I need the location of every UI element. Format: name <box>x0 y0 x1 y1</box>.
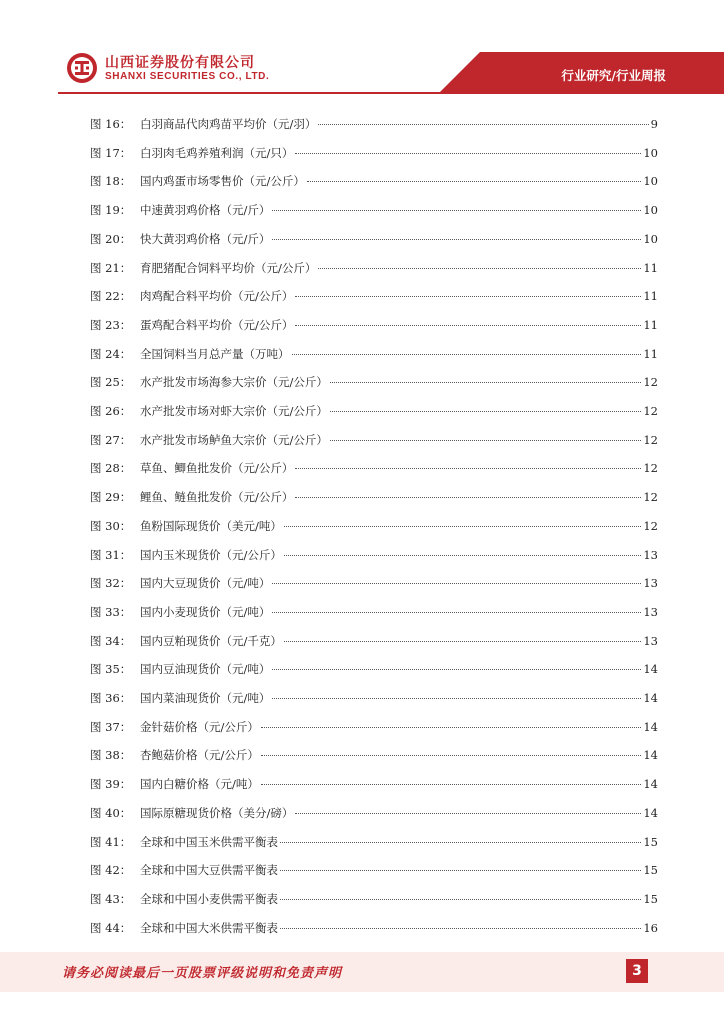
figure-page-number: 14 <box>643 805 658 820</box>
toc-entry[interactable] <box>90 143 658 163</box>
figure-title: 育肥猪配合饲料平均价（元/公斤） <box>140 260 317 275</box>
figure-title: 全球和中国玉米供需平衡表 <box>140 834 278 849</box>
figure-number: 图 39： <box>90 777 132 792</box>
figure-title: 草鱼、鲫鱼批发价（元/公斤） <box>140 461 294 476</box>
figure-title: 杏鲍菇价格（元/公斤） <box>140 748 259 763</box>
figure-page-number: 14 <box>643 777 658 792</box>
page-number: 3 <box>626 959 648 983</box>
figure-title: 全国饲料当月总产量（万吨） <box>140 346 290 361</box>
figure-page-number: 14 <box>643 748 658 763</box>
figure-number: 图 19： <box>90 203 132 218</box>
figure-page-number: 10 <box>643 231 658 246</box>
dot-leader <box>272 686 641 699</box>
figure-page-number: 11 <box>643 346 658 361</box>
dot-leader <box>318 112 648 125</box>
figure-title: 快大黄羽鸡价格（元/斤） <box>140 231 271 246</box>
company-name-en: SHANXI SECURITIES CO., LTD. <box>105 71 270 82</box>
figure-title: 国内鸡蛋市场零售价（元/公斤） <box>140 174 305 189</box>
figure-page-number: 11 <box>643 317 658 332</box>
dot-leader <box>295 284 641 297</box>
figure-page-number: 15 <box>643 834 658 849</box>
toc-entry[interactable] <box>90 258 658 278</box>
figure-number: 图 38： <box>90 748 132 763</box>
toc-entry[interactable] <box>90 918 658 938</box>
toc-entry[interactable] <box>90 401 658 421</box>
figure-number: 图 32： <box>90 576 132 591</box>
figure-number: 图 18： <box>90 174 132 189</box>
toc-entry[interactable] <box>90 114 658 134</box>
figure-page-number: 14 <box>643 691 658 705</box>
figure-number: 图 26： <box>90 404 132 418</box>
dot-leader <box>272 657 641 670</box>
figure-number: 图 20： <box>90 231 132 246</box>
figure-title: 蛋鸡配合料平均价（元/公斤） <box>140 317 294 332</box>
figure-page-number: 12 <box>643 461 658 476</box>
toc-entry[interactable] <box>90 200 658 220</box>
dot-leader <box>330 370 641 383</box>
toc-entry[interactable] <box>90 372 658 392</box>
figure-number: 图 25： <box>90 375 132 390</box>
figure-number: 图 41： <box>90 834 132 849</box>
figure-title: 中速黄羽鸡价格（元/斤） <box>140 203 271 218</box>
dot-leader <box>330 428 641 441</box>
figure-title: 国内豆油现货价（元/吨） <box>140 662 271 677</box>
toc-entry[interactable] <box>90 688 658 708</box>
figure-number: 图 27： <box>90 432 132 447</box>
figure-page-number: 14 <box>643 662 658 677</box>
dot-leader <box>284 543 641 556</box>
figure-page-number: 12 <box>643 490 658 505</box>
toc-entry[interactable] <box>90 631 658 651</box>
figure-title: 国内大豆现货价（元/吨） <box>140 576 271 591</box>
figure-page-number: 16 <box>643 920 658 935</box>
figure-title: 全球和中国大豆供需平衡表 <box>140 863 278 878</box>
figure-title: 水产批发市场海参大宗价（元/公斤） <box>140 375 328 390</box>
toc-entry[interactable] <box>90 745 658 765</box>
dot-leader <box>280 916 641 929</box>
figure-page-number: 13 <box>643 633 658 648</box>
figure-page-number: 13 <box>643 576 658 591</box>
dot-leader <box>272 600 641 613</box>
dot-leader <box>284 514 641 527</box>
figure-page-number: 10 <box>643 145 658 160</box>
figure-title: 肉鸡配合料平均价（元/公斤） <box>140 289 294 304</box>
figure-number: 图 23： <box>90 317 132 332</box>
figure-number: 图 33： <box>90 604 132 619</box>
figure-title: 白羽肉毛鸡养殖利润（元/只） <box>140 145 294 160</box>
figure-page-number: 15 <box>643 863 658 878</box>
page-header <box>0 0 724 96</box>
toc-entry[interactable] <box>90 803 658 823</box>
figure-number: 图 42： <box>90 863 132 878</box>
dot-leader <box>261 743 641 756</box>
figure-number: 图 30： <box>90 518 132 533</box>
figure-page-number: 12 <box>643 432 658 447</box>
figure-number: 图 34： <box>90 633 132 648</box>
dot-leader <box>295 313 641 326</box>
figure-title: 水产批发市场鲈鱼大宗价（元/公斤） <box>140 432 328 447</box>
toc-entry[interactable] <box>90 516 658 536</box>
shanxi-securities-logo-icon <box>66 52 98 84</box>
dot-leader <box>280 858 641 871</box>
figure-title: 国内小麦现货价（元/吨） <box>140 604 271 619</box>
figure-title: 鲤鱼、鲢鱼批发价（元/公斤） <box>140 490 294 505</box>
dot-leader <box>295 485 641 498</box>
dot-leader <box>295 801 641 814</box>
figure-title: 白羽商品代肉鸡苗平均价（元/羽） <box>140 117 317 131</box>
figure-title: 国际原糖现货价格（美分/磅） <box>140 805 294 820</box>
figure-title: 国内菜油现货价（元/吨） <box>140 691 271 705</box>
toc-entry[interactable] <box>90 573 658 593</box>
figure-title: 水产批发市场对虾大宗价（元/公斤） <box>140 404 328 418</box>
figure-number: 图 29： <box>90 490 132 505</box>
figure-title: 国内豆粕现货价（元/千克） <box>140 633 282 648</box>
header-divider <box>58 92 724 94</box>
figure-title: 金针菇价格（元/公斤） <box>140 719 259 734</box>
figure-page-number: 10 <box>643 203 658 218</box>
figure-title: 全球和中国小麦供需平衡表 <box>140 891 278 906</box>
dot-leader <box>261 715 641 728</box>
figure-page-number: 15 <box>643 891 658 906</box>
figure-number: 图 43： <box>90 891 132 906</box>
toc-entry[interactable] <box>90 717 658 737</box>
toc-entry[interactable] <box>90 487 658 507</box>
dot-leader <box>280 887 641 900</box>
figure-title: 全球和中国大米供需平衡表 <box>140 920 278 935</box>
figure-page-number: 12 <box>643 404 658 418</box>
dot-leader <box>261 772 641 785</box>
dot-leader <box>292 342 642 355</box>
toc-entry[interactable] <box>90 545 658 565</box>
figure-number: 图 16： <box>90 117 132 131</box>
dot-leader <box>272 571 641 584</box>
toc-entry[interactable] <box>90 889 658 909</box>
figure-page-number: 10 <box>643 174 658 189</box>
company-name-cn: 山西证券股份有限公司 <box>105 55 255 71</box>
dot-leader <box>318 256 641 269</box>
toc-entry[interactable] <box>90 315 658 335</box>
figure-number: 图 31： <box>90 547 132 562</box>
dot-leader <box>284 629 641 642</box>
toc-entry[interactable] <box>90 659 658 679</box>
figure-page-number: 11 <box>643 260 658 275</box>
toc-entry[interactable] <box>90 602 658 622</box>
dot-leader <box>272 198 641 211</box>
figure-page-number: 12 <box>643 375 658 390</box>
figure-number: 图 24： <box>90 346 132 361</box>
toc-entry[interactable] <box>90 860 658 880</box>
dot-leader <box>272 227 641 240</box>
dot-leader <box>330 399 641 412</box>
figure-page-number: 9 <box>650 117 658 131</box>
toc-entry[interactable] <box>90 774 658 794</box>
figure-number: 图 35： <box>90 662 132 677</box>
figure-title: 鱼粉国际现货价（美元/吨） <box>140 518 282 533</box>
figure-title: 国内白糖价格（元/吨） <box>140 777 259 792</box>
figure-number: 图 28： <box>90 461 132 476</box>
figure-page-number: 11 <box>643 289 658 304</box>
toc-entry[interactable] <box>90 458 658 478</box>
figure-number: 图 44： <box>90 920 132 935</box>
figure-number: 图 22： <box>90 289 132 304</box>
toc-entry[interactable] <box>90 344 658 364</box>
report-category-tag: 行业研究/行业周报 <box>561 68 666 83</box>
dot-leader <box>295 456 641 469</box>
figure-number: 图 36： <box>90 691 132 705</box>
figure-page-number: 12 <box>643 518 658 533</box>
toc-entry[interactable] <box>90 171 658 191</box>
figure-page-number: 14 <box>643 719 658 734</box>
figure-number: 图 40： <box>90 805 132 820</box>
toc-entry[interactable] <box>90 430 658 450</box>
figure-number: 图 17： <box>90 145 132 160</box>
toc-entry[interactable] <box>90 286 658 306</box>
disclaimer-notice: 请务必阅读最后一页股票评级说明和免责声明 <box>62 966 343 981</box>
toc-entry[interactable] <box>90 832 658 852</box>
figure-number: 图 21： <box>90 260 132 275</box>
figure-title: 国内玉米现货价（元/公斤） <box>140 547 282 562</box>
toc-entry[interactable] <box>90 229 658 249</box>
figure-page-number: 13 <box>643 547 658 562</box>
dot-leader <box>307 169 641 182</box>
figure-number: 图 37： <box>90 719 132 734</box>
dot-leader <box>295 141 641 154</box>
figure-page-number: 13 <box>643 604 658 619</box>
dot-leader <box>280 830 641 843</box>
